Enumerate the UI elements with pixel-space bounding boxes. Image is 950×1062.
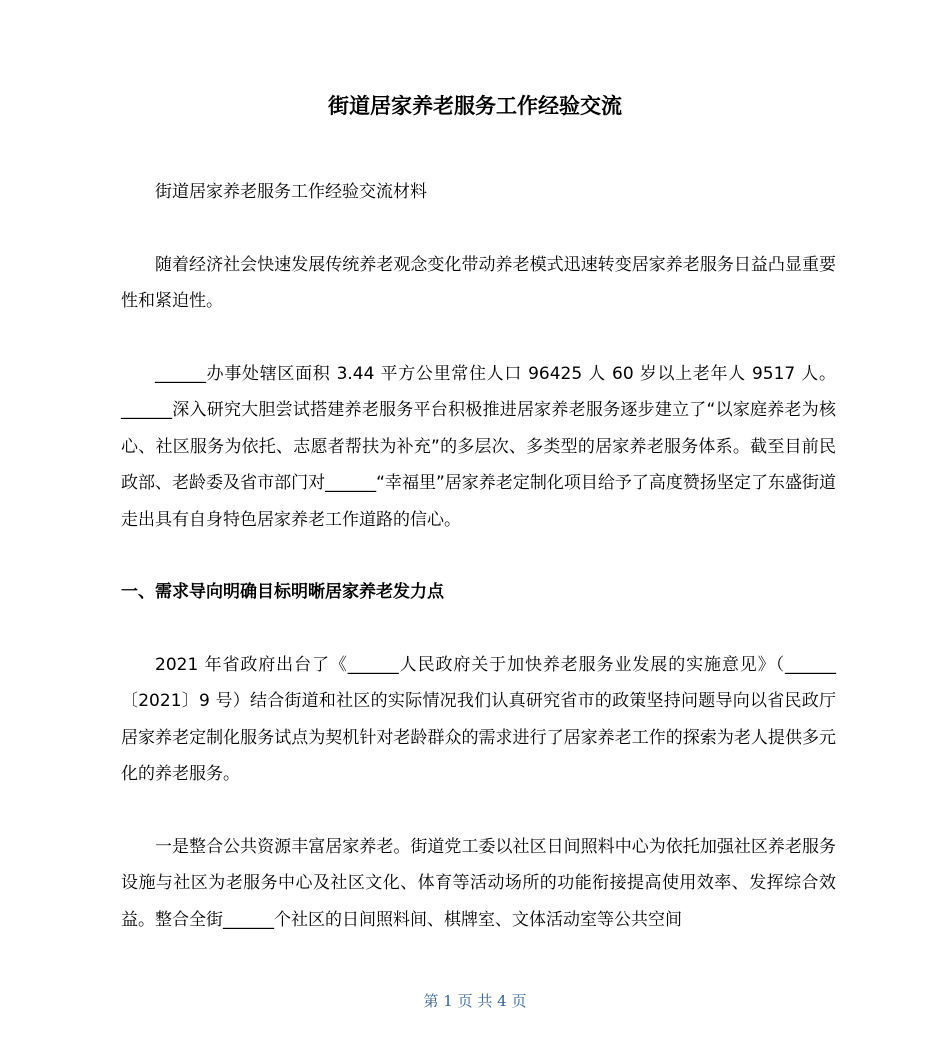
- paragraph-policy: 2021 年省政府出台了《______人民政府关于加快养老服务业发展的实施意见》（______〔2021〕9 号）结合街道和社区的实际情况我们认真研究省市的政策坚持问题导向以省民政厅居家养老定制化服务试点为契机针对老龄群众的需求进行了居家养老工作的探索为老人提供多元化的养老服务。: [121, 654, 836, 784]
- paragraph-resources: 一是整合公共资源丰富居家养老。街道党工委以社区日间照料中心为依托加强社区养老服务设施与社区为老服务中心及社区文化、体育等活动场所的功能衔接提高使用效率、发挥综合效益。整合全街______个社区的日间照料间、棋牌室、文体活动室等公共空间: [121, 836, 836, 930]
- document-title: 街道居家养老服务工作经验交流: [328, 94, 622, 118]
- paragraph-overview: ______办事处辖区面积 3.44 平方公里常住人口 96425 人 60 岁以上老年人 9517 人。______深入研究大胆尝试搭建养老服务平台积极推进居家养老服务逐步建立了“以家庭养老为核心、社区服务为依托、志愿者帮扶为补充”的多层次、多类型的居家养老服务体系。截至目前民政部、老龄委及省市部门对______“幸福里”居家养老定制化项目给予了高度赞扬坚定了东盛街道走出具有自身特色居家养老工作道路的信心。: [121, 363, 836, 530]
- page-number-footer: 第 1 页 共 4 页: [423, 992, 527, 1010]
- document-subtitle: 街道居家养老服务工作经验交流材料: [155, 182, 427, 202]
- section-heading: 一、需求导向明确目标明晰居家养老发力点: [121, 582, 444, 602]
- document-body: [121, 174, 836, 974]
- paragraph-intro: 随着经济社会快速发展传统养老观念变化带动养老模式迅速转变居家养老服务日益凸显重要性和紧迫性。: [121, 254, 836, 311]
